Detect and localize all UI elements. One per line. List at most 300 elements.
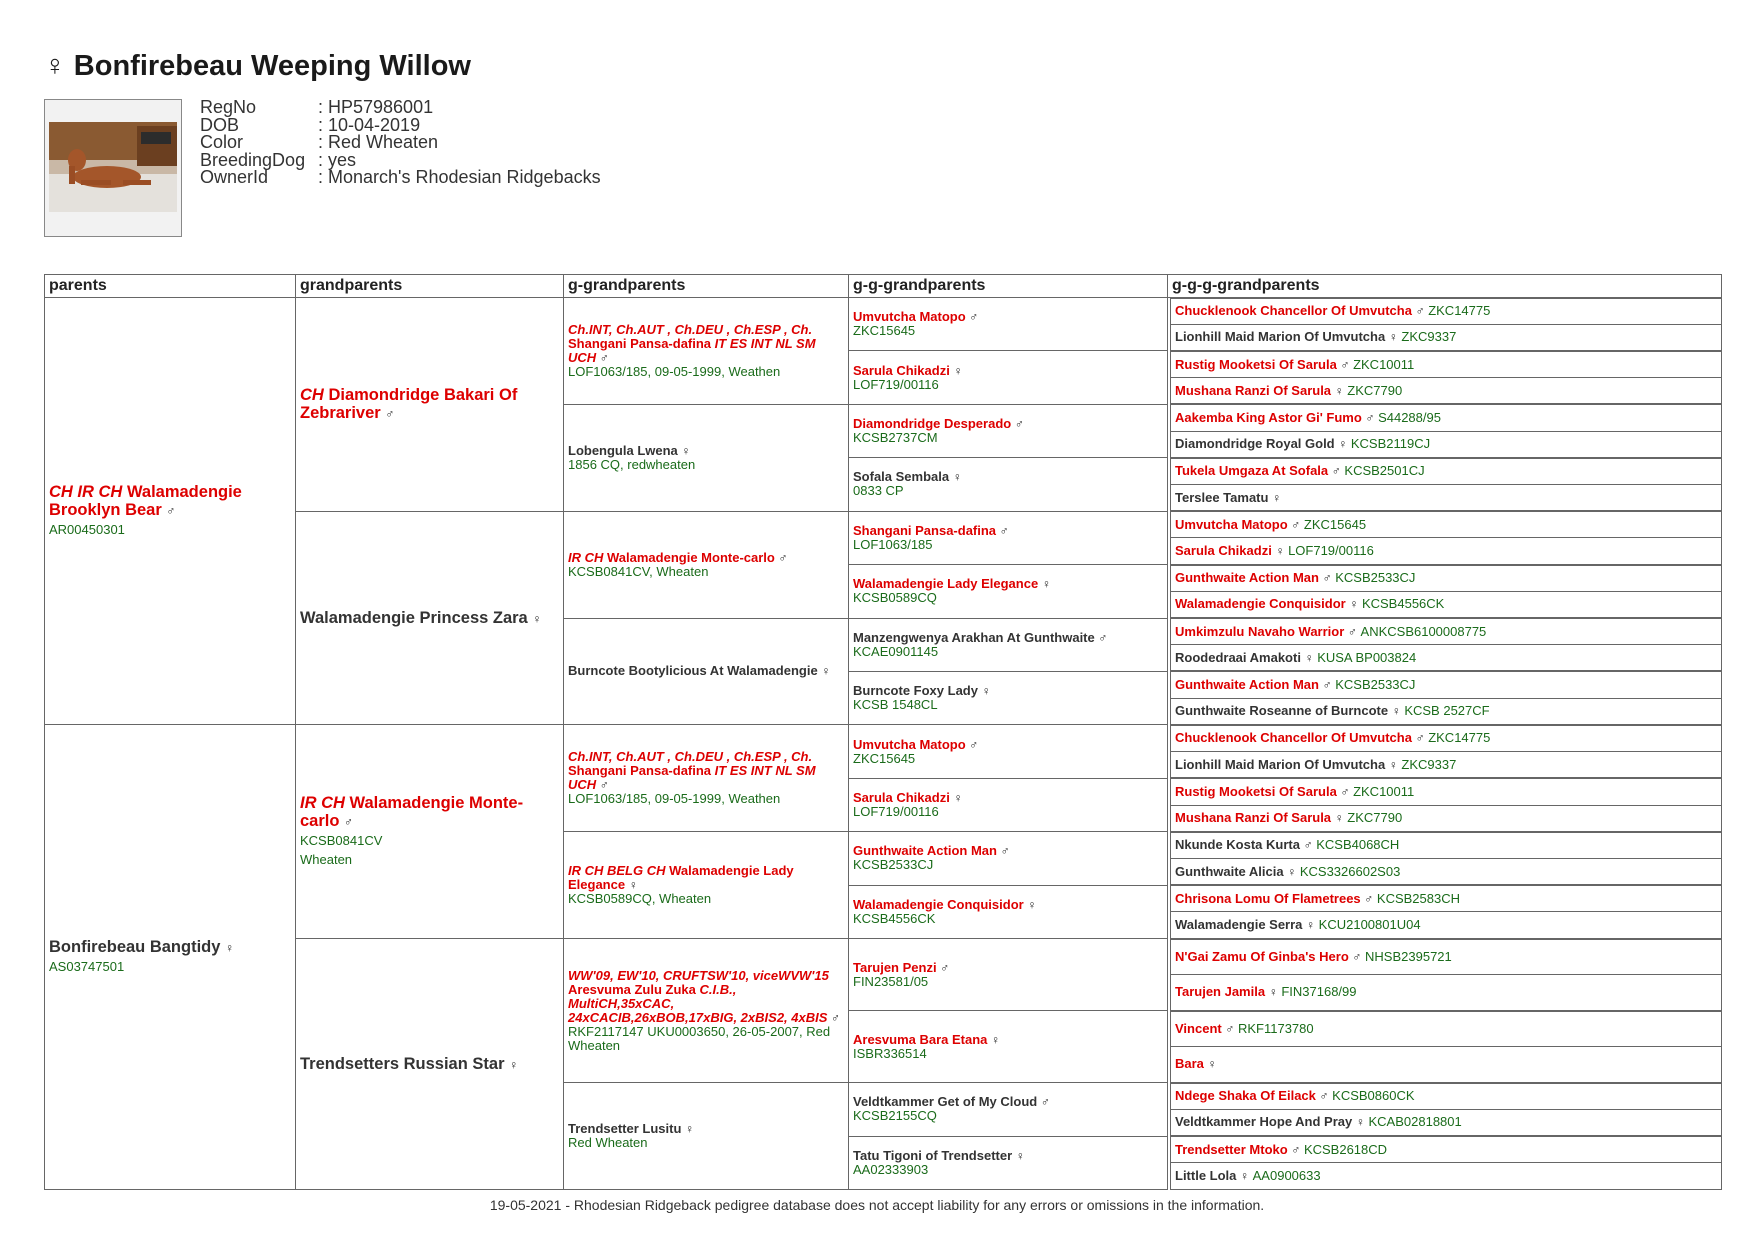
gggg-parent-cell[interactable]	[1170, 351, 1722, 378]
gggg-parent-cell[interactable]	[1170, 806, 1722, 832]
dog-registration: KCSB0841CV Wheaten	[300, 833, 383, 868]
dog-registration: KCSB0860CK	[1332, 1088, 1415, 1104]
dog-name-link[interactable]: Lionhill Maid Marion Of Umvutcha	[1175, 329, 1386, 345]
info-row-regno: RegNo : HP57986001	[200, 97, 434, 117]
dog-titles-suffix: IT ES INT NL SM UCH	[568, 335, 816, 365]
dog-name-link[interactable]: Walamadengie Lady Elegance	[853, 576, 1039, 592]
dog-name-link[interactable]: Rustig Mooketsi Of Sarula	[1175, 356, 1337, 372]
dog-entry[interactable]	[568, 664, 844, 678]
dog-registration: KCSB0589CQ, Wheaten	[568, 891, 712, 907]
dog-name-link[interactable]: Burncote Bootylicious At Walamadengie	[568, 663, 818, 679]
dog-entry[interactable]	[853, 738, 1163, 766]
header-grandparents: grandparents	[296, 275, 564, 298]
dog-registration: ZKC10011	[1353, 356, 1415, 372]
dog-registration: FIN23581/05	[853, 973, 929, 989]
dog-photo	[44, 99, 182, 237]
sex-symbol: ♀	[685, 1122, 695, 1137]
dog-name-link[interactable]: Gunthwaite Action Man	[853, 843, 997, 859]
dog-registration: LOF1063/185, 09-05-1999, Weathen	[568, 363, 781, 379]
pedigree-row	[45, 511, 1722, 564]
gg-grandparent-cell	[849, 351, 1168, 404]
sex-symbol: ♂	[1365, 410, 1375, 425]
dog-registration: ZKC9337	[1401, 756, 1457, 772]
g-grandparent-cell	[564, 618, 849, 725]
sex-symbol: ♂	[1000, 844, 1010, 859]
g-grandparent-cell	[564, 1083, 849, 1190]
ggg-grandparent-pair	[1168, 1083, 1722, 1136]
dog-registration: ZKC7790	[1347, 382, 1403, 398]
dog-name-link[interactable]: Burncote Foxy Lady	[853, 683, 978, 699]
gggg-parent-cell[interactable]	[1170, 458, 1722, 485]
gggg-parent-cell[interactable]	[1170, 939, 1722, 976]
dog-registration: KCSB0589CQ	[853, 590, 937, 606]
sex-symbol: ♀	[225, 941, 235, 956]
sex-symbol: ♂	[1331, 464, 1341, 479]
gggg-parent-cell[interactable]	[1170, 404, 1722, 431]
gggg-parent-cell[interactable]	[1170, 618, 1722, 645]
dog-registration: KCSB2533CJ	[1335, 677, 1416, 693]
dog-entry[interactable]	[568, 864, 844, 906]
sex-symbol: ♀	[1041, 577, 1051, 592]
dog-registration: ZKC15645	[1303, 516, 1367, 532]
dog-registration: ZKC7790	[1347, 810, 1403, 826]
dog-entry[interactable]	[568, 969, 844, 1053]
gg-grandparent-cell	[849, 832, 1168, 885]
sex-symbol: ♀	[1268, 985, 1278, 1000]
dog-registration: 1856 CQ, redwheaten	[568, 456, 696, 472]
dog-name-link[interactable]: Aresvuma Zulu Zuka	[568, 981, 696, 997]
dog-titles-suffix: C.I.B., MultiCH,35xCAC, 24xCACIB,26xBOB,17xBIG, 2xBIS2, 4xBIS	[568, 981, 828, 1025]
pedigree-row	[45, 939, 1722, 1011]
dog-registration: LOF719/00116	[853, 376, 939, 392]
dog-registration: LOF719/00116	[853, 804, 939, 819]
sex-symbol: ♂	[1340, 784, 1350, 799]
ggg-grandparent-pair	[1168, 725, 1722, 778]
dog-name-link[interactable]: Walamadengie Lady Elegance	[568, 863, 794, 893]
page-title: ♀ Bonfirebeau Weeping Willow	[44, 50, 471, 82]
dog-registration: LOF1063/185	[853, 536, 933, 552]
gggg-parent-cell[interactable]	[1170, 645, 1722, 671]
sex-symbol: ♂	[1319, 1089, 1329, 1104]
dog-name-link[interactable]: Shangani Pansa-dafina	[568, 335, 712, 351]
ggg-grandparent-pair	[1168, 351, 1722, 404]
gg-grandparent-cell	[849, 565, 1168, 618]
sex-symbol: ♂	[969, 737, 979, 752]
dog-registration: KCSB4556CK	[1361, 596, 1445, 612]
gggg-parent-cell[interactable]	[1170, 1110, 1722, 1136]
ggg-grandparent-pair	[1168, 885, 1722, 938]
gg-grandparent-cell	[849, 458, 1168, 511]
dog-name-link[interactable]: Nkunde Kosta Kurta	[1175, 837, 1300, 853]
sex-symbol: ♀	[1015, 1148, 1025, 1163]
sex-symbol: ♀	[1334, 811, 1344, 826]
dog-name-link[interactable]: Roodedraai Amakoti	[1175, 649, 1301, 665]
gggg-parent-cell[interactable]	[1170, 725, 1722, 752]
sex-symbol: ♂	[344, 815, 354, 830]
dog-entry[interactable]	[853, 684, 1163, 712]
dog-name-link[interactable]: Tukela Umgaza At Sofala	[1175, 463, 1329, 479]
gggg-parent-cell[interactable]	[1170, 671, 1722, 698]
gggg-parent-cell[interactable]	[1170, 752, 1722, 778]
ggg-grandparent-pair	[1168, 618, 1722, 671]
gg-grandparent-cell	[849, 1011, 1168, 1083]
dog-name-link[interactable]: Trendsetters Russian Star	[300, 1054, 505, 1073]
dog-entry[interactable]	[853, 470, 1163, 498]
dog-name-link[interactable]: Walamadengie Princess Zara	[300, 608, 528, 627]
dog-registration: KCSB2618CD	[1303, 1141, 1388, 1157]
dog-registration: KCU2100801U04	[1318, 916, 1421, 932]
gggg-parent-cell[interactable]	[1170, 1011, 1722, 1048]
gggg-parent-cell[interactable]	[1170, 511, 1722, 538]
dog-registration: KCSB4068CH	[1316, 837, 1400, 853]
dog-titles: IR CH	[568, 549, 604, 565]
dog-entry[interactable]	[568, 323, 844, 379]
dog-name-link[interactable]: Walamadengie Conquisidor	[853, 896, 1024, 912]
dog-name-link[interactable]: Diamondridge Bakari Of Zebrariver	[300, 385, 518, 422]
dog-name-link[interactable]: Umvutcha Matopo	[1175, 516, 1288, 532]
g-grandparent-cell	[564, 511, 849, 618]
gggg-parent-cell[interactable]	[1170, 298, 1722, 325]
dog-registration: KCS3326602S03	[1299, 863, 1401, 879]
gggg-parent-cell[interactable]	[1170, 378, 1722, 404]
sex-symbol: ♂	[1303, 838, 1313, 853]
ggg-grandparent-pair	[1168, 298, 1722, 351]
sex-symbol: ♀	[1306, 917, 1316, 932]
dog-name-link[interactable]: Aakemba King Astor Gi' Fumo	[1175, 409, 1362, 425]
sex-symbol: ♂	[599, 350, 609, 365]
dog-registration: LOF1063/185, 09-05-1999, Weathen	[568, 791, 781, 807]
sex-symbol: ♀	[953, 363, 963, 378]
dog-name-link[interactable]: N'Gai Zamu Of Ginba's Hero	[1175, 948, 1349, 964]
ggg-grandparent-pair	[1168, 832, 1722, 885]
sex-symbol: ♀	[628, 878, 638, 893]
dog-name-link[interactable]: Umvutcha Matopo	[853, 736, 966, 752]
gg-grandparent-cell	[849, 618, 1168, 671]
dog-name-link[interactable]: Lobengula Lwena	[568, 442, 678, 458]
gggg-parent-cell[interactable]	[1170, 859, 1722, 885]
dog-registration: Red Wheaten	[568, 1135, 648, 1151]
pedigree-header-row	[45, 275, 1722, 298]
gg-grandparent-cell	[849, 778, 1168, 831]
header-parents: parents	[45, 275, 296, 298]
sex-symbol: ♀	[1355, 1115, 1365, 1130]
ggg-grandparent-pair	[1168, 565, 1722, 618]
dog-name-link[interactable]: Ndege Shaka Of Eilack	[1175, 1088, 1316, 1104]
dog-registration: ANKCSB6100008775	[1360, 623, 1487, 639]
dog-registration: KCSB2155CQ	[853, 1108, 937, 1124]
sex-symbol: ♀	[1391, 704, 1401, 719]
sex-symbol: ♂	[1415, 731, 1425, 746]
dog-registration: ZKC15645	[853, 323, 916, 339]
dog-entry[interactable]	[568, 551, 844, 579]
pedigree-row	[45, 725, 1722, 778]
dog-entry[interactable]	[853, 417, 1163, 445]
dog-registration: LOF719/00116	[1288, 543, 1374, 559]
dog-registration: AA0900633	[1252, 1167, 1321, 1183]
sex-symbol: ♂	[969, 310, 979, 325]
dog-titles: CH	[300, 385, 324, 404]
dog-name-link[interactable]: Trendsetter Mtoko	[1175, 1141, 1288, 1157]
dog-name-link[interactable]: Gunthwaite Roseanne of Burncote	[1175, 703, 1389, 719]
dog-entry[interactable]	[853, 1149, 1163, 1177]
dog-registration: FIN37168/99	[1281, 984, 1357, 1000]
dog-name-link[interactable]: Chucklenook Chancellor Of Umvutcha	[1175, 730, 1412, 746]
dog-registration: S44288/95	[1378, 409, 1441, 425]
dog-entry[interactable]	[853, 1033, 1163, 1061]
dog-name-link[interactable]: Aresvuma Bara Etana	[853, 1031, 988, 1047]
dog-entry[interactable]	[568, 1122, 844, 1150]
sex-symbol: ♂	[1291, 1142, 1301, 1157]
dog-entry[interactable]	[300, 1055, 559, 1074]
dog-entry[interactable]	[49, 483, 291, 539]
dog-name-link[interactable]: Mushana Ranzi Of Sarula	[1175, 382, 1332, 398]
dog-name-link[interactable]: Gunthwaite Action Man	[1175, 570, 1319, 586]
gggg-parent-cell[interactable]	[1170, 778, 1722, 805]
dog-registration: KCSB2533CJ	[853, 857, 934, 873]
sex-symbol: ♂	[940, 960, 950, 975]
sex-symbol: ♀	[1334, 383, 1344, 398]
sex-symbol: ♀	[532, 611, 542, 626]
parent-cell	[45, 725, 296, 1190]
gggg-parent-cell[interactable]	[1170, 885, 1722, 912]
dog-name-link[interactable]: Veldtkammer Get of My Cloud	[853, 1094, 1038, 1110]
gg-grandparent-cell	[849, 725, 1168, 778]
dog-name-link[interactable]: Vincent	[1175, 1020, 1222, 1036]
footer-disclaimer: 19-05-2021 - Rhodesian Ridgeback pedigree database does not accept liability for any errors or omissions in the information.	[489, 1197, 1265, 1213]
sex-symbol: ♀	[952, 470, 962, 485]
dog-name-link[interactable]: Trendsetter Lusitu	[568, 1121, 682, 1137]
sex-symbol: ♀	[981, 684, 991, 699]
dog-registration: ISBR336514	[853, 1045, 927, 1061]
sex-symbol: ♀	[1388, 330, 1398, 345]
gg-grandparent-cell	[849, 939, 1168, 1011]
dog-entry[interactable]	[853, 844, 1163, 872]
gg-grandparent-cell	[849, 511, 1168, 564]
ggg-grandparent-pair	[1168, 511, 1722, 564]
sex-symbol: ♀	[1272, 490, 1282, 505]
sex-symbol: ♂	[778, 550, 788, 565]
dog-name-link[interactable]: Shangani Pansa-dafina	[568, 763, 712, 779]
sex-symbol: ♀	[1388, 757, 1398, 772]
dog-name-link[interactable]: Terslee Tamatu	[1175, 489, 1269, 505]
sex-symbol: ♀	[821, 664, 831, 679]
gggg-parent-cell[interactable]	[1170, 432, 1722, 458]
dog-name-link[interactable]: Diamondridge Desperado	[853, 416, 1012, 432]
dog-name-link[interactable]: Lionhill Maid Marion Of Umvutcha	[1175, 756, 1386, 772]
dog-name-link[interactable]: Tatu Tigoni of Trendsetter	[853, 1147, 1013, 1163]
sex-symbol: ♂	[1352, 949, 1362, 964]
sex-symbol: ♀	[1240, 1168, 1250, 1183]
dog-titles: IR CH BELG CH	[568, 863, 666, 879]
sex-symbol: ♀	[953, 791, 963, 805]
g-grandparent-cell	[564, 939, 849, 1083]
gggg-parent-cell[interactable]	[1170, 975, 1722, 1011]
dog-entry[interactable]	[300, 794, 559, 869]
gggg-parent-cell[interactable]	[1170, 1083, 1722, 1110]
dog-titles: Ch.INT, Ch.AUT , Ch.DEU , Ch.ESP , Ch.	[568, 321, 813, 337]
grandparent-cell	[296, 725, 564, 939]
dog-name-link[interactable]: Mushana Ranzi Of Sarula	[1175, 810, 1332, 826]
dog-entry[interactable]	[853, 364, 1163, 392]
dog-registration: KCSB2119CJ	[1350, 436, 1431, 452]
dog-entry[interactable]	[853, 524, 1163, 552]
dog-name-link[interactable]: Diamondridge Royal Gold	[1175, 436, 1335, 452]
dog-name-link[interactable]: Walamadengie Conquisidor	[1175, 596, 1346, 612]
dog-name-link[interactable]: Sarula Chikadzi	[853, 362, 950, 378]
dog-registration: KCSB2583CH	[1376, 890, 1461, 906]
info-row-ownerid: OwnerId : Monarch's Rhodesian Ridgebacks	[200, 167, 601, 187]
dog-name-link[interactable]: Shangani Pansa-dafina	[853, 522, 997, 538]
gg-grandparent-cell	[849, 885, 1168, 938]
sex-symbol: ♂	[1225, 1021, 1235, 1036]
gg-grandparent-cell	[849, 1136, 1168, 1189]
g-grandparent-cell	[564, 832, 849, 939]
gggg-parent-cell[interactable]	[1170, 699, 1722, 725]
gg-grandparent-cell	[849, 671, 1168, 724]
dog-entry[interactable]	[300, 386, 559, 423]
grandparent-cell	[296, 298, 564, 512]
dog-name-link[interactable]: Chrisona Lomu Of Flametrees	[1175, 890, 1361, 906]
dog-registration: ZKC14775	[1428, 303, 1491, 319]
gggg-parent-cell[interactable]	[1170, 1163, 1722, 1189]
dog-registration: AA02333903	[853, 1161, 929, 1177]
dog-entry[interactable]	[853, 631, 1163, 659]
dog-registration: KCSB2501CJ	[1344, 463, 1425, 479]
dog-entry[interactable]	[568, 444, 844, 472]
dog-entry[interactable]	[853, 961, 1163, 989]
dog-registration: KCSB 1548CL	[853, 697, 938, 713]
sex-symbol: ♀	[1027, 897, 1037, 912]
dog-name-link[interactable]: Bonfirebeau Bangtidy	[49, 938, 221, 957]
dog-registration: RKF1173780	[1237, 1020, 1314, 1036]
g-grandparent-cell	[564, 404, 849, 511]
g-grandparent-cell	[564, 298, 849, 405]
dog-registration: KUSA BP003824	[1317, 649, 1417, 665]
dog-name-link[interactable]: Sarula Chikadzi	[853, 790, 950, 805]
sex-symbol: ♂	[1364, 891, 1374, 906]
gg-grandparent-cell	[849, 1083, 1168, 1136]
gggg-parent-cell[interactable]	[1170, 1047, 1722, 1083]
dog-entry[interactable]	[300, 609, 559, 628]
sex-symbol: ♀	[509, 1057, 519, 1072]
dog-registration: KCSB0841CV, Wheaten	[568, 563, 709, 579]
dog-name-link[interactable]: Walamadengie Monte-carlo	[607, 549, 775, 565]
ggg-grandparent-pair	[1168, 1136, 1722, 1189]
gggg-parent-cell[interactable]	[1170, 592, 1722, 618]
sex-symbol: ♀	[681, 443, 691, 458]
sex-symbol: ♀	[991, 1032, 1001, 1047]
dog-registration: KCAB02818801	[1368, 1114, 1462, 1130]
dog-registration: NHSB2395721	[1365, 948, 1452, 964]
dog-registration: AS03747501	[49, 959, 125, 975]
sex-symbol: ♂	[1322, 678, 1332, 693]
sex-symbol: ♀	[1304, 650, 1314, 665]
dog-titles-suffix: IT ES INT NL SM UCH	[568, 763, 816, 793]
grandparent-cell	[296, 939, 564, 1190]
sex-symbol: ♀	[1287, 864, 1297, 879]
sex-symbol: ♂	[1040, 1095, 1050, 1110]
dog-name-link[interactable]: Veldtkammer Hope And Pray	[1175, 1114, 1353, 1130]
dog-registration: KCSB2533CJ	[1335, 570, 1416, 586]
pedigree-row	[45, 298, 1722, 351]
ggg-grandparent-pair	[1168, 404, 1722, 457]
gggg-parent-cell[interactable]	[1170, 1136, 1722, 1163]
parent-cell	[45, 298, 296, 725]
sex-symbol: ♀	[1349, 597, 1359, 612]
sex-symbol: ♂	[1340, 357, 1350, 372]
dog-registration: KCSB 2527CF	[1404, 703, 1490, 719]
dog-registration: ZKC9337	[1401, 329, 1457, 345]
dog-entry[interactable]	[568, 750, 844, 806]
dog-entry[interactable]	[853, 577, 1163, 605]
gggg-parent-cell[interactable]	[1170, 485, 1722, 511]
dog-entry[interactable]	[853, 898, 1163, 926]
dog-registration: KCSB4556CK	[853, 910, 936, 926]
dog-name-link[interactable]: Manzengwenya Arakhan At Gunthwaite	[853, 629, 1095, 645]
dog-name-link[interactable]: Little Lola	[1175, 1167, 1237, 1183]
sex-symbol: ♂	[385, 406, 395, 421]
header-g-grandparents: g-grandparents	[564, 275, 849, 298]
dog-name-link[interactable]: Sofala Sembala	[853, 469, 950, 485]
pedigree-table	[44, 274, 1722, 1190]
sex-symbol: ♂	[166, 504, 176, 519]
dog-entry[interactable]	[853, 791, 1163, 819]
dog-entry[interactable]	[49, 938, 291, 976]
dog-registration: AR00450301	[49, 522, 125, 538]
dog-registration: 0833 CP	[853, 483, 904, 499]
dog-entry[interactable]	[853, 1095, 1163, 1123]
dog-name-link[interactable]: Sarula Chikadzi	[1175, 543, 1272, 559]
ggg-grandparent-pair	[1168, 671, 1722, 724]
dog-name-link[interactable]: Tarujen Penzi	[853, 959, 937, 975]
dog-registration: RKF2117147 UKU0003650, 26-05-2007, Red Wheaten	[568, 1023, 831, 1053]
dog-name-link[interactable]: Gunthwaite Alicia	[1175, 863, 1284, 879]
dog-name-link[interactable]: Bara	[1175, 1056, 1204, 1072]
dog-titles: Ch.INT, Ch.AUT , Ch.DEU , Ch.ESP , Ch.	[568, 749, 813, 765]
dog-name-link[interactable]: Chucklenook Chancellor Of Umvutcha	[1175, 303, 1412, 319]
info-row-dob: DOB : 10-04-2019	[200, 114, 421, 135]
gggg-parent-cell[interactable]	[1170, 538, 1722, 564]
dog-name-link[interactable]: Walamadengie Monte-carlo	[300, 794, 524, 831]
dog-name-link[interactable]: Tarujen Jamila	[1175, 984, 1266, 1000]
sex-symbol: ♀	[1207, 1057, 1217, 1072]
gggg-parent-cell[interactable]	[1170, 325, 1722, 351]
ggg-grandparent-pair	[1168, 939, 1722, 1011]
sex-symbol: ♂	[1098, 630, 1108, 645]
dog-registration: ZKC14775	[1428, 730, 1491, 746]
dog-name-link[interactable]: Walamadengie Serra	[1175, 916, 1303, 932]
dog-registration: ZKC15645	[853, 750, 916, 766]
gggg-parent-cell[interactable]	[1170, 912, 1722, 938]
grandparent-cell	[296, 511, 564, 725]
dog-name-link[interactable]: Rustig Mooketsi Of Sarula	[1175, 783, 1337, 799]
sex-symbol: ♂	[831, 1010, 841, 1025]
ggg-grandparent-pair	[1168, 1011, 1722, 1083]
info-row-color: Color : Red Wheaten	[200, 132, 439, 152]
gggg-parent-cell[interactable]	[1170, 832, 1722, 859]
header-g-g-g-grandparents: g-g-g-grandparents	[1168, 275, 1722, 298]
dog-entry[interactable]	[853, 310, 1163, 338]
gggg-parent-cell[interactable]	[1170, 565, 1722, 592]
dog-name-link[interactable]: Umkimzulu Navaho Warrior	[1175, 623, 1345, 639]
header-g-g-grandparents: g-g-grandparents	[849, 275, 1168, 298]
dog-titles: CH IR CH	[49, 483, 123, 502]
sex-symbol: ♂	[1322, 571, 1332, 586]
dog-name-link[interactable]: Umvutcha Matopo	[853, 309, 966, 325]
dog-name-link[interactable]: Walamadengie Brooklyn Bear	[49, 483, 242, 520]
dog-name-link[interactable]: Gunthwaite Action Man	[1175, 677, 1319, 693]
dog-titles: IR CH	[300, 794, 345, 813]
